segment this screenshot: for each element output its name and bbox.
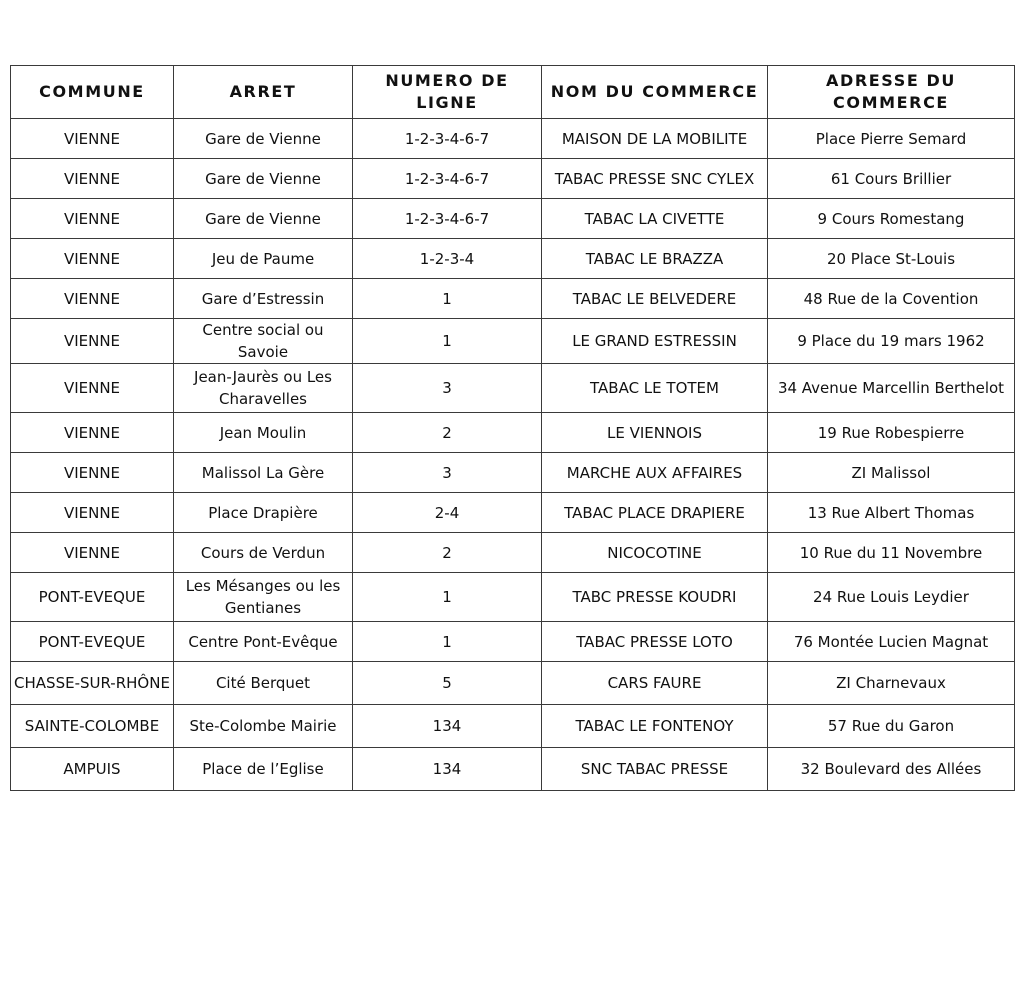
cell-arret: Gare de Vienne — [174, 159, 353, 199]
cell-commune: VIENNE — [11, 199, 174, 239]
cell-arret: Cité Berquet — [174, 662, 353, 705]
cell-adresse-commerce: 76 Montée Lucien Magnat — [768, 622, 1015, 662]
header-arret: ARRET — [174, 66, 353, 119]
cell-commune: VIENNE — [11, 159, 174, 199]
table-row — [11, 364, 1015, 413]
cell-nom-commerce: TABC PRESSE KOUDRI — [542, 573, 768, 622]
cell-numero-ligne: 1-2-3-4 — [353, 239, 542, 279]
cell-nom-commerce: TABAC LE BELVEDERE — [542, 279, 768, 319]
cell-commune: VIENNE — [11, 453, 174, 493]
table-row — [11, 159, 1015, 199]
cell-adresse-commerce: 32 Boulevard des Allées — [768, 748, 1015, 791]
cell-adresse-commerce: 13 Rue Albert Thomas — [768, 493, 1015, 533]
cell-arret: Jean Moulin — [174, 413, 353, 453]
cell-adresse-commerce: Place Pierre Semard — [768, 119, 1015, 159]
cell-numero-ligne: 2 — [353, 413, 542, 453]
table-row — [11, 748, 1015, 791]
cell-nom-commerce: CARS FAURE — [542, 662, 768, 705]
cell-numero-ligne: 1 — [353, 279, 542, 319]
cell-commune: VIENNE — [11, 119, 174, 159]
cell-commune: VIENNE — [11, 279, 174, 319]
cell-nom-commerce: MAISON DE LA MOBILITE — [542, 119, 768, 159]
cell-adresse-commerce: 10 Rue du 11 Novembre — [768, 533, 1015, 573]
cell-adresse-commerce: 61 Cours Brillier — [768, 159, 1015, 199]
cell-numero-ligne: 1 — [353, 573, 542, 622]
cell-commune: VIENNE — [11, 319, 174, 364]
cell-nom-commerce: TABAC LE FONTENOY — [542, 705, 768, 748]
table-row — [11, 705, 1015, 748]
table-row — [11, 199, 1015, 239]
table-row — [11, 493, 1015, 533]
table-row — [11, 573, 1015, 622]
cell-numero-ligne: 134 — [353, 705, 542, 748]
table-row — [11, 622, 1015, 662]
header-commune: COMMUNE — [11, 66, 174, 119]
cell-numero-ligne: 1-2-3-4-6-7 — [353, 159, 542, 199]
cell-commune: VIENNE — [11, 239, 174, 279]
cell-arret: Gare de Vienne — [174, 119, 353, 159]
cell-nom-commerce: LE GRAND ESTRESSIN — [542, 319, 768, 364]
cell-arret: Ste-Colombe Mairie — [174, 705, 353, 748]
cell-numero-ligne: 2-4 — [353, 493, 542, 533]
cell-adresse-commerce: ZI Malissol — [768, 453, 1015, 493]
cell-numero-ligne: 5 — [353, 662, 542, 705]
cell-adresse-commerce: 57 Rue du Garon — [768, 705, 1015, 748]
cell-nom-commerce: TABAC LA CIVETTE — [542, 199, 768, 239]
cell-adresse-commerce: 9 Cours Romestang — [768, 199, 1015, 239]
cell-nom-commerce: MARCHE AUX AFFAIRES — [542, 453, 768, 493]
table-row — [11, 239, 1015, 279]
table-row — [11, 119, 1015, 159]
cell-numero-ligne: 3 — [353, 364, 542, 413]
cell-arret: Centre social ou Savoie — [174, 319, 353, 364]
cell-commune: VIENNE — [11, 533, 174, 573]
cell-nom-commerce: NICOCOTINE — [542, 533, 768, 573]
cell-arret: Malissol La Gère — [174, 453, 353, 493]
cell-numero-ligne: 1 — [353, 319, 542, 364]
cell-numero-ligne: 1-2-3-4-6-7 — [353, 199, 542, 239]
cell-commune: PONT-EVEQUE — [11, 573, 174, 622]
cell-commune: VIENNE — [11, 413, 174, 453]
cell-adresse-commerce: ZI Charnevaux — [768, 662, 1015, 705]
cell-numero-ligne: 2 — [353, 533, 542, 573]
cell-numero-ligne: 1 — [353, 622, 542, 662]
cell-nom-commerce: TABAC LE BRAZZA — [542, 239, 768, 279]
cell-numero-ligne: 1-2-3-4-6-7 — [353, 119, 542, 159]
cell-commune: CHASSE-SUR-RHÔNE — [11, 662, 174, 705]
cell-nom-commerce: SNC TABAC PRESSE — [542, 748, 768, 791]
header-numero-ligne: NUMERO DE LIGNE — [353, 66, 542, 119]
cell-arret: Jeu de Paume — [174, 239, 353, 279]
cell-commune: AMPUIS — [11, 748, 174, 791]
cell-arret: Cours de Verdun — [174, 533, 353, 573]
cell-arret: Centre Pont-Evêque — [174, 622, 353, 662]
header-row — [11, 66, 1015, 119]
cell-arret: Gare d’Estressin — [174, 279, 353, 319]
header-adresse-commerce: ADRESSE DU COMMERCE — [768, 66, 1015, 119]
cell-commune: PONT-EVEQUE — [11, 622, 174, 662]
cell-commune: VIENNE — [11, 493, 174, 533]
header-nom-commerce: NOM DU COMMERCE — [542, 66, 768, 119]
table-row — [11, 319, 1015, 364]
table-row — [11, 279, 1015, 319]
table-row — [11, 413, 1015, 453]
cell-arret: Les Mésanges ou les Gentianes — [174, 573, 353, 622]
cell-nom-commerce: TABAC PRESSE LOTO — [542, 622, 768, 662]
table-row — [11, 662, 1015, 705]
cell-adresse-commerce: 34 Avenue Marcellin Berthelot — [768, 364, 1015, 413]
cell-nom-commerce: TABAC PLACE DRAPIERE — [542, 493, 768, 533]
cell-arret: Place Drapière — [174, 493, 353, 533]
cell-commune: SAINTE-COLOMBE — [11, 705, 174, 748]
cell-adresse-commerce: 48 Rue de la Covention — [768, 279, 1015, 319]
cell-nom-commerce: LE VIENNOIS — [542, 413, 768, 453]
cell-nom-commerce: TABAC LE TOTEM — [542, 364, 768, 413]
cell-arret: Place de l’Eglise — [174, 748, 353, 791]
points-of-sale-table — [10, 65, 1015, 791]
cell-adresse-commerce: 20 Place St-Louis — [768, 239, 1015, 279]
cell-arret: Gare de Vienne — [174, 199, 353, 239]
cell-nom-commerce: TABAC PRESSE SNC CYLEX — [542, 159, 768, 199]
cell-adresse-commerce: 9 Place du 19 mars 1962 — [768, 319, 1015, 364]
table-row — [11, 453, 1015, 493]
cell-arret: Jean-Jaurès ou Les Charavelles — [174, 364, 353, 413]
cell-adresse-commerce: 19 Rue Robespierre — [768, 413, 1015, 453]
cell-numero-ligne: 3 — [353, 453, 542, 493]
cell-commune: VIENNE — [11, 364, 174, 413]
table-row — [11, 533, 1015, 573]
cell-adresse-commerce: 24 Rue Louis Leydier — [768, 573, 1015, 622]
cell-numero-ligne: 134 — [353, 748, 542, 791]
